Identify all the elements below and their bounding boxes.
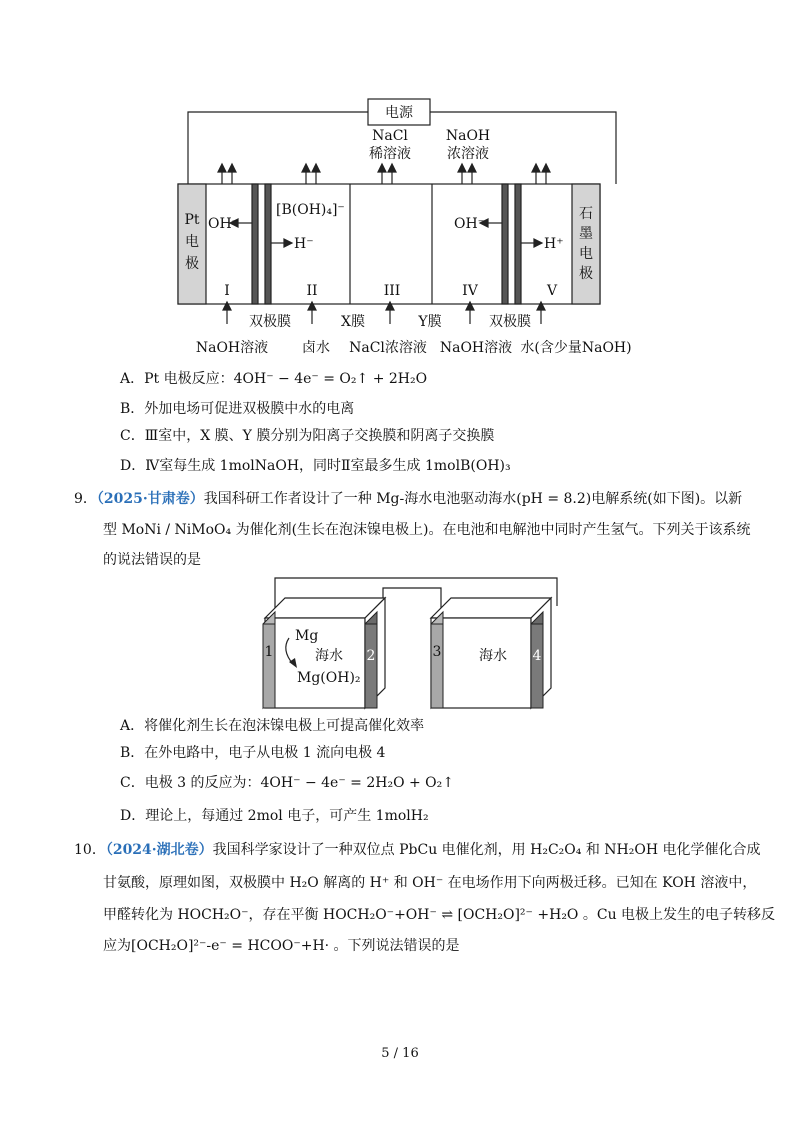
input-water: 水(含少量NaOH) (520, 340, 632, 356)
q10-number: 10． (74, 842, 106, 858)
room-ii: II (306, 283, 318, 299)
q10-source: （2024·湖北卷） (105, 842, 213, 858)
pt-electrode-label-2: 电 (185, 234, 199, 250)
graphite-electrode-label-3: 电 (579, 246, 593, 262)
graphite-electrode-label-4: 极 (579, 266, 593, 282)
q9-text-1: 我国科研工作者设计了一种 Mg-海水电池驱动海水(pH = 8.2)电解系统(如下图)。以新 (203, 491, 743, 507)
q9-source: （2025·甘肃卷） (96, 491, 204, 507)
q8-option-a: A．Pt 电极反应：4OH⁻ − 4e⁻ = O₂↑ + 2H₂O (120, 371, 428, 387)
graphite-electrode-label-1: 石 (579, 206, 593, 222)
graphite-electrode-label-2: 墨 (579, 226, 593, 242)
power-supply-label: 电源 (385, 105, 413, 121)
input-naoh-1: NaOH溶液 (195, 340, 269, 356)
q8-option-b: B．外加电场可促进双极膜中水的电离 (120, 401, 355, 417)
q9-option-a: A．将催化剂生长在泡沫镍电极上可提高催化效率 (120, 718, 425, 734)
q10-stem-line-2: 甘氨酸，原理如图，双极膜中 H₂O 解离的 H⁺ 和 OH⁻ 在电场作用下向两极迁移。已知在 KOH 溶液中， (103, 875, 757, 891)
electrode-2-label: 2 (366, 648, 376, 664)
membrane-bipolar-left: 双极膜 (249, 314, 291, 330)
room-i: I (224, 283, 230, 299)
h-ion-left: H⁻ (294, 236, 314, 252)
pt-electrode-label-1: Pt (184, 212, 200, 228)
oh-ion-right: OH⁻ (454, 216, 486, 232)
q10-stem-line-4: 应为[OCH₂O]²⁻-e⁻ = HCOO⁻+H· 。下列说法错误的是 (103, 938, 460, 954)
q8-option-d: D．Ⅳ室每生成 1molNaOH，同时Ⅱ室最多生成 1molB(OH)₃ (120, 458, 511, 474)
input-nacl-concentrated: NaCl浓溶液 (349, 340, 427, 356)
mg-seawater-battery-diagram (255, 568, 575, 718)
page-number: 5 / 16 (381, 1046, 419, 1061)
oh-ion-left: OH⁻ (208, 216, 240, 232)
q9-stem-line-2: 型 MoNi / NiMoO₄ 为催化剂(生长在泡沫镍电极上)。在电池和电解池中同时产生氢气。下列关于该系统 (103, 522, 751, 538)
outlet-nacl-label-2: 稀溶液 (369, 146, 411, 162)
membrane-y: Y膜 (418, 314, 442, 330)
input-brine: 卤水 (302, 340, 330, 356)
q9-option-c: C．电极 3 的反应为：4OH⁻ − 4e⁻ = 2H₂O + O₂↑ (120, 775, 455, 791)
mg-label: Mg (295, 628, 319, 644)
pt-electrode-label-3: 极 (185, 256, 199, 272)
membrane-x: X膜 (341, 314, 365, 330)
outlet-nacl-label: NaCl (372, 128, 408, 144)
input-naoh-2: NaOH溶液 (439, 340, 513, 356)
seawater-right-label: 海水 (479, 648, 507, 664)
q10-stem-line-3: 甲醛转化为 HOCH₂O⁻，存在平衡 HOCH₂O⁻+OH⁻ ⇌ [OCH₂O]²⁻ +H₂O 。Cu 电极上发生的电子转移反 (103, 907, 776, 923)
room-iii: III (383, 283, 401, 299)
membrane-bipolar-right: 双极膜 (489, 314, 531, 330)
q10-stem-line-1 (74, 840, 760, 860)
q9-option-d: D．理论上，每通过 2mol 电子，可产生 1molH₂ (120, 808, 429, 824)
electrode-3-label: 3 (432, 644, 442, 660)
boh4-ion: [B(OH)₄]⁻ (276, 202, 345, 218)
electrolysis-diagram (170, 96, 640, 361)
room-v: V (546, 283, 558, 299)
q9-option-b: B．在外电路中，电子从电极 1 流向电极 4 (120, 745, 386, 761)
q9-stem-line-1 (74, 489, 742, 509)
q9-stem-line-3: 的说法错误的是 (103, 552, 201, 568)
q10-text-1: 我国科学家设计了一种双位点 PbCu 电催化剂，用 H₂C₂O₄ 和 NH₂OH 电化学催化合成 (212, 842, 761, 858)
seawater-left-label: 海水 (315, 648, 343, 664)
outlet-naoh-label-2: 浓溶液 (447, 146, 489, 162)
outlet-naoh-label: NaOH (445, 128, 491, 144)
h-ion-right: H⁺ (544, 236, 564, 252)
electrode-4-label: 4 (532, 648, 542, 664)
mgoh2-label: Mg(OH)₂ (297, 670, 361, 686)
room-iv: IV (462, 283, 478, 299)
electrode-1-label: 1 (264, 644, 274, 660)
q8-option-c: C．Ⅲ室中，X 膜、Y 膜分别为阳离子交换膜和阴离子交换膜 (120, 428, 495, 444)
q9-number: 9． (74, 491, 97, 507)
